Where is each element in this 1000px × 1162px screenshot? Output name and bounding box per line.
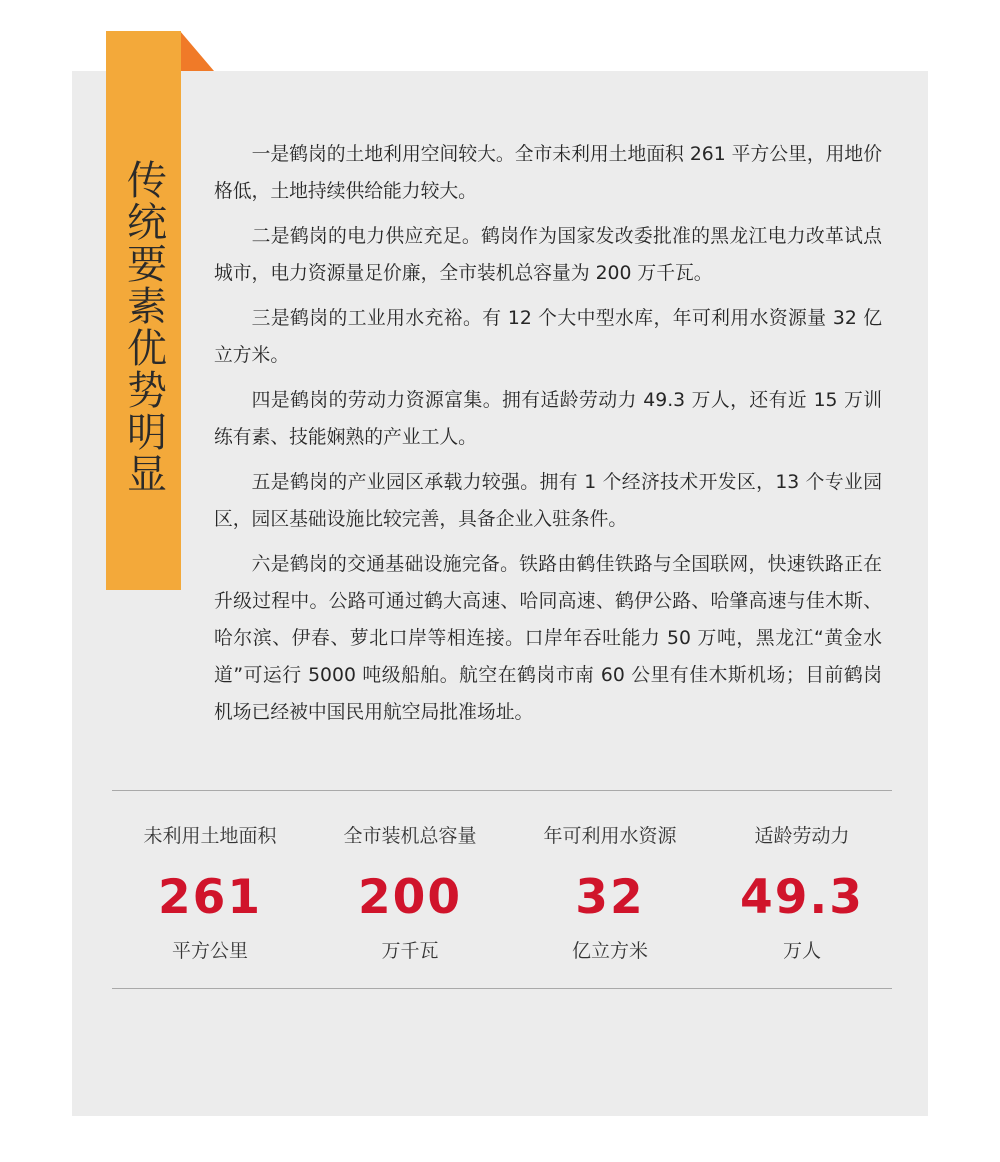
stats-row (112, 820, 892, 970)
stat-value: 261 (157, 870, 263, 925)
stat-value: 200 (357, 870, 463, 925)
stat-water-resources (510, 820, 710, 966)
stat-value: 32 (575, 870, 645, 925)
paragraph: 一是鹤岗的土地利用空间较大。全市未利用土地面积 261 平方公里，用地价格低，土地持续供给能力较大。 (214, 144, 882, 202)
stat-label: 适龄劳动力 (754, 825, 850, 847)
paragraph: 四是鹤岗的劳动力资源富集。拥有适龄劳动力 49.3 万人，还有近 15 万训练有素、技能娴熟的产业工人。 (214, 390, 882, 448)
stat-value: 49.3 (740, 870, 864, 925)
stat-unit: 万千瓦 (381, 940, 439, 962)
divider-bottom (112, 988, 892, 989)
title-tab-fold (180, 31, 214, 71)
paragraph: 五是鹤岗的产业园区承载力较强。拥有 1 个经济技术开发区，13 个专业园区，园区基础设施比较完善，具备企业入驻条件。 (214, 472, 882, 530)
stat-labor-force (702, 820, 902, 966)
section-title: 传统要素优势明显 (120, 159, 167, 495)
paragraph: 二是鹤岗的电力供应充足。鹤岗作为国家发改委批准的黑龙江电力改革试点城市，电力资源量足价廉，全市装机总容量为 200 万千瓦。 (214, 226, 882, 284)
stat-installed-capacity (310, 820, 510, 966)
stat-label: 未利用土地面积 (143, 825, 277, 847)
stat-unit: 亿立方米 (571, 940, 648, 962)
body-text (214, 136, 882, 739)
paragraph: 六是鹤岗的交通基础设施完备。铁路由鹤佳铁路与全国联网，快速铁路正在升级过程中。公路可通过鹤大高速、哈同高速、鹤伊公路、哈肇高速与佳木斯、哈尔滨、伊春、萝北口岸等相连接。口岸年吞吐能力 50 万吨，黑龙江“黄金水道”可运行 5000 吨级船舶。航空在鹤岗市南 60 公里有佳木斯机场；目前鹤岗机场已经被中国民用航空局批准场址。 (214, 554, 882, 723)
stat-label: 全市装机总容量 (343, 825, 477, 847)
stat-unit: 万人 (782, 940, 821, 962)
title-tab (106, 31, 181, 590)
stat-unit: 平方公里 (171, 940, 248, 962)
divider-top (112, 790, 892, 791)
paragraph: 三是鹤岗的工业用水充裕。有 12 个大中型水库，年可利用水资源量 32 亿立方米。 (214, 308, 882, 366)
stat-label: 年可利用水资源 (543, 825, 677, 847)
stat-unused-land (110, 820, 310, 966)
